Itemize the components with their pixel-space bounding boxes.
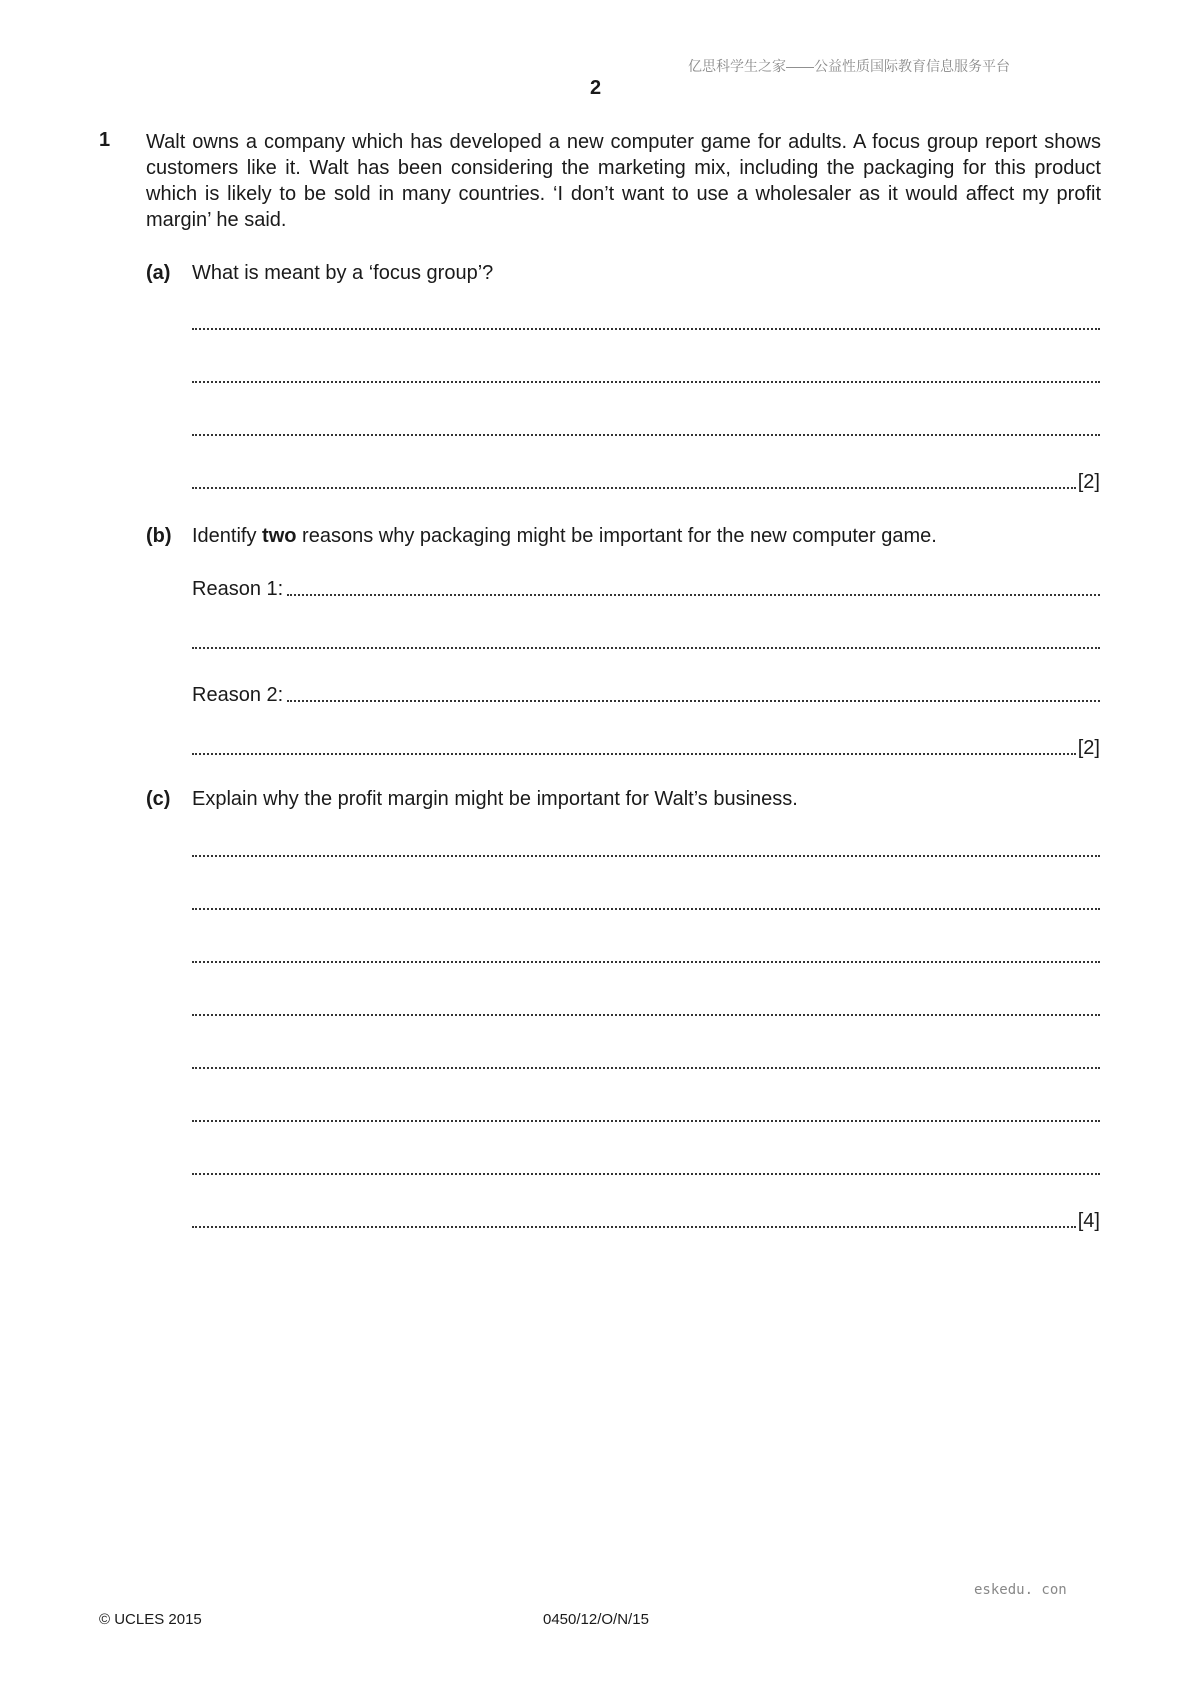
reason-1-label: Reason 1: [192, 578, 284, 600]
answer-line-c4[interactable] [192, 997, 1100, 1021]
footer-watermark: eskedu. con [974, 1582, 1067, 1598]
answer-line-c1[interactable] [192, 838, 1100, 862]
answer-line-a4[interactable] [192, 470, 1100, 494]
part-b-label: (b) [146, 525, 172, 547]
answer-line-c3[interactable] [192, 944, 1100, 968]
question-stem: Walt owns a company which has developed a new computer game for adults. A focus group report shows customers like it. Walt has been considering the marketing mix, including the packaging for this product which is likely to be sold in many countries. ‘I don’t want to use a wholesaler as it would affect my profit margin’ he said. [146, 131, 1101, 231]
answer-line-c5[interactable] [192, 1050, 1100, 1074]
answer-line-a2[interactable] [192, 364, 1100, 388]
answer-line-c2[interactable] [192, 891, 1100, 915]
part-b-marks: [2] [1077, 737, 1100, 759]
answer-line-c6[interactable] [192, 1103, 1100, 1127]
paper-code: 0450/12/O/N/15 [543, 1611, 649, 1628]
answer-line-c8[interactable] [192, 1209, 1100, 1233]
reason-2-line[interactable] [192, 683, 1100, 707]
page-number: 2 [589, 77, 602, 99]
part-c-label: (c) [146, 788, 171, 810]
question-number: 1 [99, 129, 111, 151]
part-a-label: (a) [146, 262, 171, 284]
answer-line-c7[interactable] [192, 1156, 1100, 1180]
part-b-emphasis: two [262, 525, 297, 547]
reason-1-line[interactable] [192, 577, 1100, 601]
answer-line-a3[interactable] [192, 417, 1100, 441]
copyright: © UCLES 2015 [99, 1611, 202, 1628]
part-a-question: What is meant by a ‘focus group’? [192, 262, 494, 284]
part-a-marks: [2] [1077, 471, 1100, 493]
answer-line-a1[interactable] [192, 311, 1100, 335]
part-c-marks: [4] [1077, 1210, 1100, 1232]
answer-line-b4[interactable] [192, 736, 1100, 760]
reason-2-label: Reason 2: [192, 684, 284, 706]
part-b-question: Identify two reasons why packaging might be important for the new computer game. [192, 525, 937, 547]
header-watermark: 亿思科学生之家——公益性质国际教育信息服务平台 [688, 58, 1010, 74]
answer-line-b2[interactable] [192, 630, 1100, 654]
part-c-question: Explain why the profit margin might be important for Walt’s business. [192, 788, 798, 810]
